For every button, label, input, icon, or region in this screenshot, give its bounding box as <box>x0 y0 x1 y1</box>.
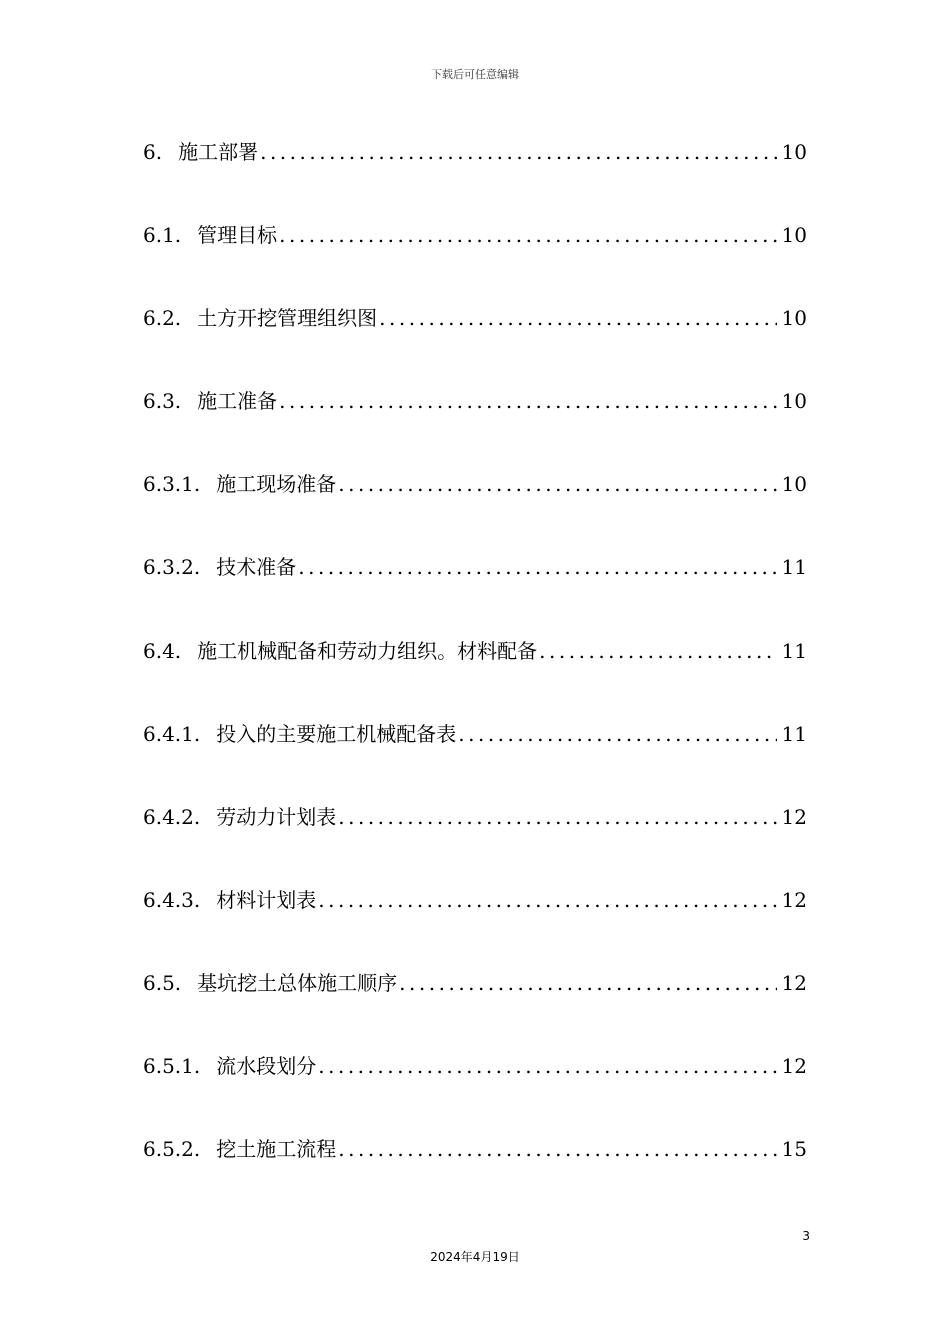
toc-entry[interactable] <box>143 880 807 963</box>
table-of-contents <box>143 132 807 1212</box>
toc-dot-leader <box>338 797 777 837</box>
footer-date: 2024年4月19日 <box>430 1250 520 1264</box>
header-note: 下载后可任意编辑 <box>431 68 519 81</box>
toc-entry-title: 施工部署 <box>178 140 259 164</box>
toc-entry-title: 施工现场准备 <box>216 472 337 497</box>
toc-entry[interactable] <box>143 963 807 1046</box>
toc-dot-leader <box>260 132 777 172</box>
toc-entry-page: 10 <box>781 140 807 164</box>
toc-entry-number: 6.3.1. <box>143 472 201 497</box>
toc-entry-page: 12 <box>781 970 807 995</box>
toc-entry-title: 挖土施工流程 <box>216 1137 337 1162</box>
toc-entry-number: 6.5.1. <box>143 1054 201 1079</box>
toc-dot-leader <box>338 464 777 504</box>
toc-entry-number: 6.2. <box>143 306 182 331</box>
toc-entry-title: 劳动力计划表 <box>216 804 337 829</box>
toc-entry-number: 6.4. <box>143 638 182 663</box>
toc-dot-leader <box>458 714 777 754</box>
toc-entry-page: 15 <box>781 1137 807 1162</box>
toc-entry-page: 12 <box>781 1054 807 1079</box>
toc-entry-title: 施工准备 <box>197 389 278 414</box>
toc-entry-number: 6.5. <box>143 970 182 995</box>
toc-entry-page: 12 <box>781 804 807 829</box>
toc-entry-number: 6.4.1. <box>143 721 201 746</box>
toc-entry-page: 11 <box>781 555 807 580</box>
toc-entry[interactable] <box>143 381 807 464</box>
toc-entry-title: 施工机械配备和劳动力组织。材料配备 <box>197 638 538 663</box>
toc-entry-number: 6.3.2. <box>143 555 201 580</box>
toc-dot-leader <box>318 880 777 920</box>
toc-entry[interactable] <box>143 631 807 714</box>
toc-entry-page: 11 <box>781 638 807 663</box>
toc-entry-title: 材料计划表 <box>216 887 317 912</box>
toc-entry-number: 6.3. <box>143 389 182 414</box>
toc-dot-leader <box>379 298 777 338</box>
toc-entry-title: 基坑挖土总体施工顺序 <box>197 970 398 995</box>
toc-entry[interactable] <box>143 1129 807 1212</box>
toc-entry[interactable] <box>143 797 807 880</box>
toc-entry-number: 6.5.2. <box>143 1137 201 1162</box>
toc-entry-number: 6.4.3. <box>143 887 201 912</box>
toc-dot-leader <box>539 631 777 671</box>
toc-entry-page: 10 <box>781 306 807 331</box>
toc-entry-number: 6.1. <box>143 223 182 248</box>
toc-entry-number: 6.4.2. <box>143 804 201 829</box>
toc-entry[interactable] <box>143 215 807 298</box>
toc-entry-number: 6. <box>143 140 163 164</box>
toc-dot-leader <box>279 381 777 421</box>
toc-entry-title: 土方开挖管理组织图 <box>197 306 378 331</box>
toc-entry-title: 管理目标 <box>197 223 278 248</box>
toc-entry-page: 12 <box>781 887 807 912</box>
toc-entry-title: 技术准备 <box>216 555 297 580</box>
toc-entry-title: 流水段划分 <box>216 1054 317 1079</box>
toc-entry-page: 10 <box>781 472 807 497</box>
toc-entry[interactable] <box>143 547 807 630</box>
toc-dot-leader <box>318 1046 777 1086</box>
toc-entry-title: 投入的主要施工机械配备表 <box>216 721 457 746</box>
toc-dot-leader <box>279 215 777 255</box>
toc-entry[interactable] <box>143 298 807 381</box>
toc-dot-leader <box>399 963 777 1003</box>
toc-entry-page: 10 <box>781 223 807 248</box>
toc-entry[interactable] <box>143 132 807 215</box>
toc-entry[interactable] <box>143 714 807 797</box>
toc-dot-leader <box>298 547 777 587</box>
page-number: 3 <box>802 1229 810 1243</box>
toc-entry[interactable] <box>143 1046 807 1129</box>
toc-dot-leader <box>338 1129 777 1169</box>
toc-entry-page: 11 <box>781 721 807 746</box>
toc-entry[interactable] <box>143 464 807 547</box>
toc-entry-page: 10 <box>781 389 807 414</box>
